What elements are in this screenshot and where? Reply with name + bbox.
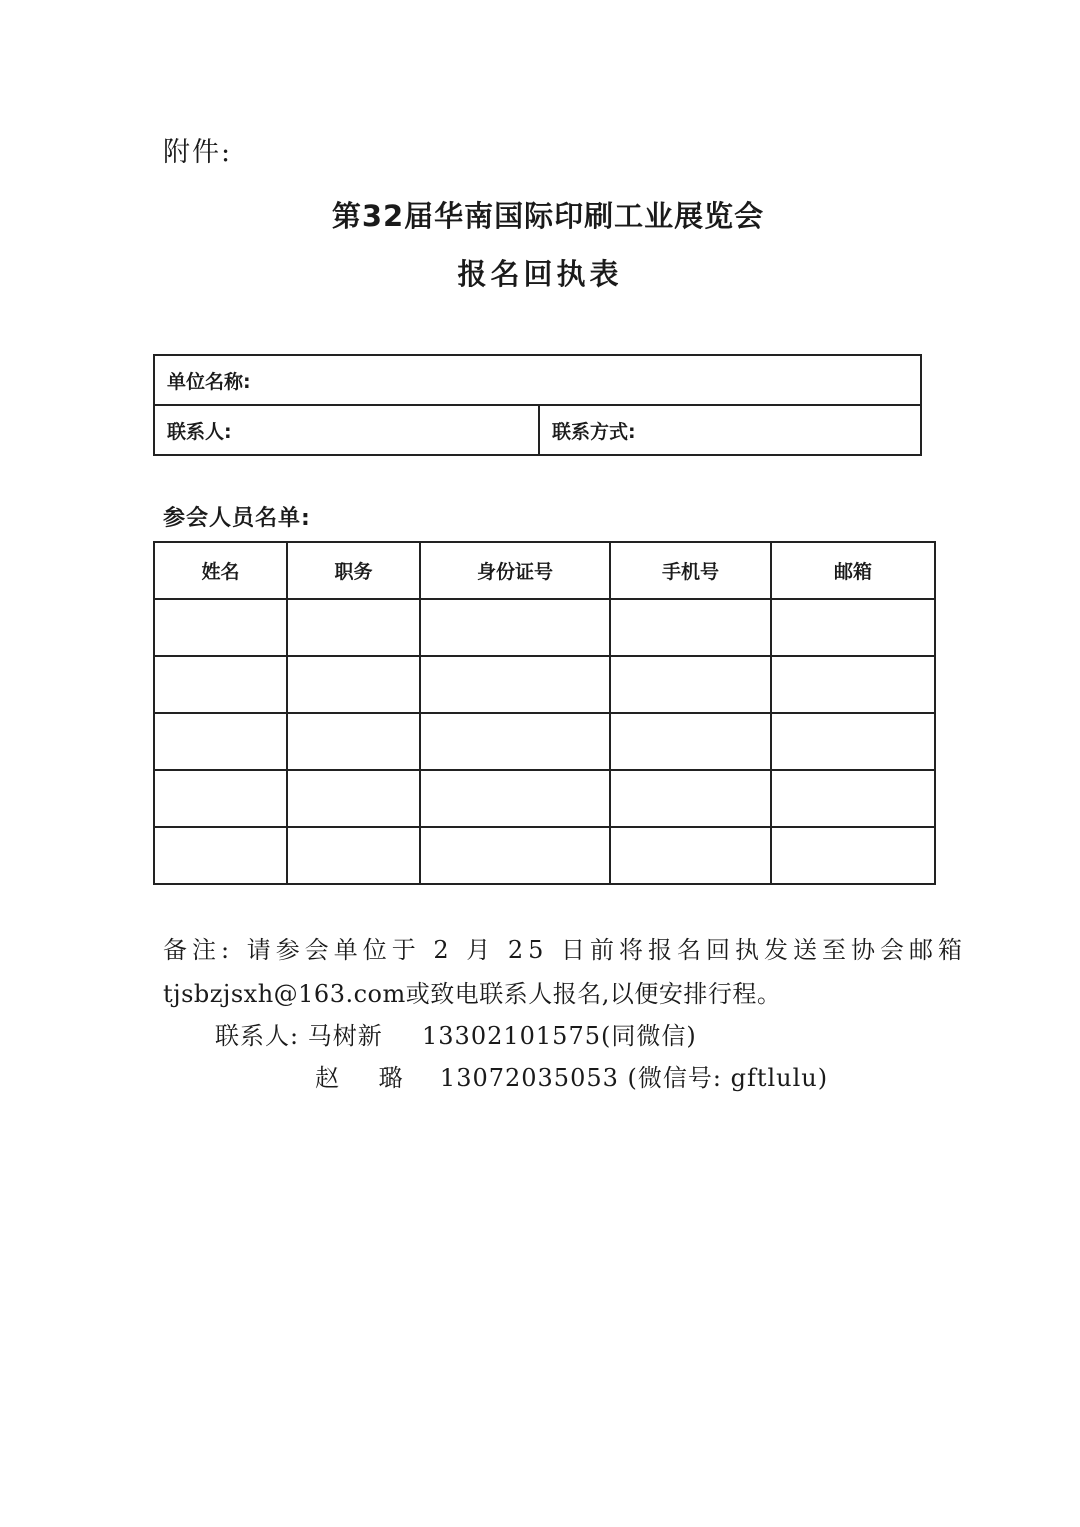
column-header-phone: 手机号 — [610, 542, 771, 599]
table-cell[interactable] — [420, 656, 610, 713]
registration-info-table — [153, 354, 922, 456]
table-cell[interactable] — [610, 599, 771, 656]
contact-line-2 — [315, 1058, 828, 1093]
table-cell[interactable] — [771, 770, 935, 827]
attendee-list-label: 参会人员名单: — [163, 506, 311, 531]
table-cell[interactable] — [287, 827, 420, 884]
table-row — [154, 827, 935, 884]
contact-1-name: 马树新 — [307, 1022, 383, 1050]
table-cell[interactable] — [420, 770, 610, 827]
table-cell[interactable] — [771, 656, 935, 713]
table-header-row — [154, 542, 935, 599]
table-row — [154, 770, 935, 827]
document-subtitle: 报名回执表 — [457, 257, 623, 291]
table-cell[interactable] — [420, 827, 610, 884]
contact-method-field[interactable]: 联系方式: — [539, 405, 921, 455]
note-line-1: 备注: 请参会单位于 2 月 25 日前将报名回执发送至协会邮箱 — [163, 936, 968, 964]
table-cell[interactable] — [287, 656, 420, 713]
table-row — [154, 599, 935, 656]
table-cell[interactable] — [420, 713, 610, 770]
table-cell[interactable] — [610, 713, 771, 770]
column-header-name: 姓名 — [154, 542, 287, 599]
column-header-id-number: 身份证号 — [420, 542, 610, 599]
contact-2-name: 赵 璐 — [315, 1064, 419, 1092]
attachment-label: 附件: — [163, 137, 233, 168]
table-cell[interactable] — [154, 770, 287, 827]
table-cell[interactable] — [287, 770, 420, 827]
table-cell[interactable] — [771, 827, 935, 884]
table-cell[interactable] — [610, 656, 771, 713]
column-header-position: 职务 — [287, 542, 420, 599]
unit-name-field[interactable]: 单位名称: — [154, 355, 921, 405]
table-cell[interactable] — [154, 713, 287, 770]
table-cell[interactable] — [154, 599, 287, 656]
contact-2-phone: 13072035053 (微信号: gftlulu) — [439, 1064, 829, 1092]
column-header-email: 邮箱 — [771, 542, 935, 599]
table-cell[interactable] — [287, 713, 420, 770]
table-row — [154, 656, 935, 713]
table-cell[interactable] — [420, 599, 610, 656]
table-row — [154, 713, 935, 770]
table-cell[interactable] — [610, 827, 771, 884]
table-cell[interactable] — [771, 599, 935, 656]
attendee-table — [153, 541, 936, 885]
contact-1-phone: 13302101575(同微信) — [422, 1022, 697, 1050]
table-cell[interactable] — [610, 770, 771, 827]
table-cell[interactable] — [771, 713, 935, 770]
note-line-2: tjsbzjsxh@163.com或致电联系人报名,以便安排行程。 — [163, 980, 782, 1008]
contact-prefix: 联系人: — [215, 1022, 300, 1050]
table-cell[interactable] — [287, 599, 420, 656]
contact-person-field[interactable]: 联系人: — [154, 405, 539, 455]
table-cell[interactable] — [154, 656, 287, 713]
contact-line-1 — [215, 1016, 697, 1051]
table-cell[interactable] — [154, 827, 287, 884]
document-title: 第32届华南国际印刷工业展览会 — [331, 199, 765, 233]
